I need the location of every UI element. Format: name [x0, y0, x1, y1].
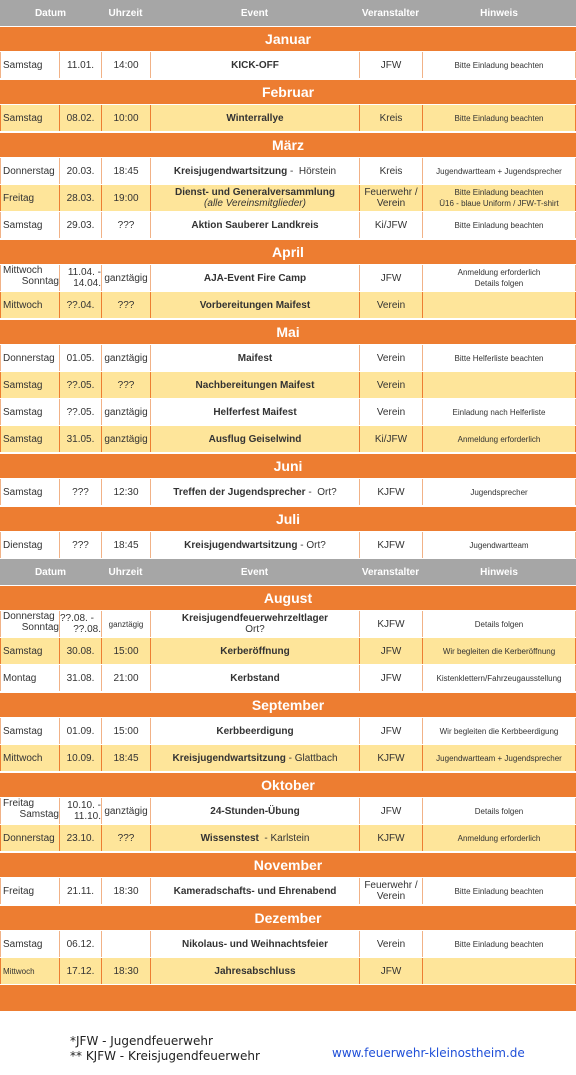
- row-organizer: [359, 185, 422, 211]
- row-event: KICK-OFF: [150, 52, 359, 78]
- month-juni: Juni: [0, 453, 576, 479]
- row-time: ???: [101, 212, 150, 238]
- event-title: Kreisjugendfeuerwehrzeltlager: [181, 613, 329, 624]
- row-organizer: Verein: [359, 931, 422, 957]
- row-event: [150, 158, 359, 184]
- event-location: - Glattbach: [285, 752, 338, 764]
- row-time: ganztägig: [101, 345, 150, 371]
- website-link[interactable]: www.feuerwehr-kleinostheim.de: [332, 1046, 525, 1060]
- header-uhrzeit: Uhrzeit: [108, 7, 143, 19]
- row-time: 18:45: [101, 158, 150, 184]
- row-event: Kerberöffnung: [150, 638, 359, 664]
- row-organizer: KJFW: [359, 479, 422, 505]
- row-day: Samstag: [0, 718, 59, 744]
- organizer-line2: Verein: [376, 198, 406, 209]
- row-event: Jahresabschluss: [150, 958, 359, 984]
- month-dezember: Dezember: [0, 905, 576, 931]
- row-note: Bitte Einladung beachten: [422, 52, 576, 78]
- row-organizer: Verein: [359, 345, 422, 371]
- row-day: Donnerstag: [0, 345, 59, 371]
- row-event: Ausflug Geiselwind: [150, 426, 359, 452]
- row-date: 30.08.: [59, 638, 101, 664]
- month-september: September: [0, 692, 576, 718]
- date-end: 14.04.: [73, 278, 101, 289]
- month-maerz: März: [0, 132, 576, 158]
- row-event: Nachbereitungen Maifest: [150, 372, 359, 398]
- row-event: [150, 185, 359, 211]
- row-date: ??.05.: [59, 399, 101, 425]
- table-row: [0, 718, 576, 745]
- table-row: [0, 105, 576, 132]
- date-start: 11.04. -: [67, 267, 101, 278]
- month-februar: Februar: [0, 79, 576, 105]
- date-end: ??.08.: [73, 624, 101, 635]
- table-header-repeat: [0, 559, 576, 585]
- organizer-line1: Feuerwehr /: [364, 187, 418, 198]
- row-time: [101, 931, 150, 957]
- row-day: Samstag: [0, 105, 59, 131]
- table-row: [0, 825, 576, 852]
- event-title: Wissenstest: [200, 832, 259, 844]
- row-note: Jugendwartteam: [422, 532, 576, 558]
- event-title: Dienst- und Generalversammlung: [174, 187, 336, 198]
- row-time: 21:00: [101, 665, 150, 691]
- row-organizer: Kreis: [359, 158, 422, 184]
- row-organizer: Verein: [359, 292, 422, 318]
- row-organizer: Verein: [359, 399, 422, 425]
- row-note: Bitte Helferliste beachten: [422, 345, 576, 371]
- row-note: Einladung nach Helferliste: [422, 399, 576, 425]
- row-time: ???: [101, 825, 150, 851]
- row-time: ganztägig: [101, 798, 150, 824]
- row-time: ???: [101, 292, 150, 318]
- row-day: [0, 798, 59, 824]
- table-row: [0, 158, 576, 185]
- date-end: 11.10.: [73, 811, 101, 822]
- month-oktober: Oktober: [0, 772, 576, 798]
- organizer-line2: Verein: [376, 891, 406, 902]
- table-row: [0, 479, 576, 506]
- table-row: [0, 931, 576, 958]
- row-note: Bitte Einladung beachten: [422, 931, 576, 957]
- month-juli: Juli: [0, 506, 576, 532]
- row-event: [150, 745, 359, 771]
- row-date: 29.03.: [59, 212, 101, 238]
- row-date: 10.09.: [59, 745, 101, 771]
- footnote-jfw: *JFW - Jugendfeuerwehr: [70, 1034, 213, 1048]
- row-day: Samstag: [0, 426, 59, 452]
- row-organizer: JFW: [359, 718, 422, 744]
- date-start: 10.10. -: [67, 800, 101, 811]
- date-start: ??.08. -: [60, 613, 94, 624]
- row-date: 23.10.: [59, 825, 101, 851]
- note-line1: Bitte Einladung beachten: [454, 188, 544, 197]
- header-datum: Datum: [34, 566, 67, 578]
- row-organizer: Ki/JFW: [359, 212, 422, 238]
- day-start: Mittwoch: [3, 265, 43, 276]
- row-date: 20.03.: [59, 158, 101, 184]
- footer: [0, 1030, 576, 1075]
- row-day: Mittwoch: [0, 292, 59, 318]
- row-organizer: JFW: [359, 265, 422, 291]
- row-time: ???: [101, 372, 150, 398]
- table-row: [0, 611, 576, 638]
- row-note: Anmeldung erforderlich: [422, 426, 576, 452]
- row-note: Bitte Einladung beachten: [422, 878, 576, 904]
- table-row: [0, 265, 576, 292]
- row-event: Aktion Sauberer Landkreis: [150, 212, 359, 238]
- footnote-kjfw: ** KJFW - Kreisjugendfeuerwehr: [70, 1049, 260, 1063]
- table-row: [0, 399, 576, 426]
- row-organizer: KJFW: [359, 611, 422, 637]
- event-title: Treffen der Jugendsprecher: [173, 486, 306, 498]
- header-hinweis: Hinweis: [480, 7, 518, 19]
- row-time: 18:30: [101, 878, 150, 904]
- row-date: [59, 265, 101, 291]
- row-time: 18:30: [101, 958, 150, 984]
- row-organizer: [359, 878, 422, 904]
- event-title: Kreisjugendwartsitzung: [184, 539, 298, 551]
- row-note: Details folgen: [422, 611, 576, 637]
- row-event: 24-Stunden-Übung: [150, 798, 359, 824]
- row-event: Helferfest Maifest: [150, 399, 359, 425]
- row-event: Maifest: [150, 345, 359, 371]
- row-organizer: JFW: [359, 638, 422, 664]
- month-april: April: [0, 239, 576, 265]
- row-organizer: JFW: [359, 798, 422, 824]
- row-day: Mittwoch: [0, 958, 59, 984]
- organizer-line1: Feuerwehr /: [364, 880, 418, 891]
- row-time: 18:45: [101, 532, 150, 558]
- row-event: Kerbstand: [150, 665, 359, 691]
- row-day: [0, 611, 59, 637]
- table-header: [0, 0, 576, 26]
- row-note: [422, 185, 576, 211]
- row-date: 01.05.: [59, 345, 101, 371]
- table-row: [0, 638, 576, 665]
- row-time: ganztägig: [101, 399, 150, 425]
- row-date: 31.05.: [59, 426, 101, 452]
- row-day: Samstag: [0, 399, 59, 425]
- row-note: Wir begleiten die Kerbbeerdigung: [422, 718, 576, 744]
- table-row: [0, 745, 576, 772]
- event-location: - Ort?: [305, 486, 337, 498]
- row-day: Samstag: [0, 52, 59, 78]
- row-day: Donnerstag: [0, 158, 59, 184]
- header-veranstalter: Veranstalter: [361, 566, 420, 578]
- day-end: Samstag: [19, 809, 59, 820]
- row-note: Details folgen: [422, 798, 576, 824]
- event-location: - Hörstein: [287, 165, 337, 177]
- table-row: [0, 292, 576, 319]
- day-start: Donnerstag: [3, 611, 55, 622]
- table-row: [0, 345, 576, 372]
- row-date: ???: [59, 532, 101, 558]
- row-organizer: JFW: [359, 958, 422, 984]
- row-date: 11.01.: [59, 52, 101, 78]
- header-event: Event: [240, 7, 269, 19]
- row-event: Winterrallye: [150, 105, 359, 131]
- row-day: Mittwoch: [0, 745, 59, 771]
- header-veranstalter: Veranstalter: [361, 7, 420, 19]
- row-organizer: KJFW: [359, 825, 422, 851]
- row-organizer: KJFW: [359, 745, 422, 771]
- row-time: 15:00: [101, 638, 150, 664]
- day-start: Freitag: [3, 798, 35, 809]
- row-date: ??.05.: [59, 372, 101, 398]
- day-end: Sonntag: [21, 622, 59, 633]
- row-event: Kameradschafts- und Ehrenabend: [150, 878, 359, 904]
- row-day: Samstag: [0, 638, 59, 664]
- row-event: [150, 479, 359, 505]
- table-row: [0, 185, 576, 212]
- row-event: AJA-Event Fire Camp: [150, 265, 359, 291]
- table-row: [0, 532, 576, 559]
- table-row: [0, 52, 576, 79]
- row-time: 12:30: [101, 479, 150, 505]
- row-time: ganztägig: [101, 265, 150, 291]
- row-organizer: Verein: [359, 372, 422, 398]
- note-line1: Anmeldung erforderlich: [457, 268, 541, 277]
- row-note: [422, 958, 576, 984]
- row-note: Kistenklettern/Fahrzeugausstellung: [422, 665, 576, 691]
- row-event: Nikolaus- und Weihnachtsfeier: [150, 931, 359, 957]
- row-date: 28.03.: [59, 185, 101, 211]
- event-title: Kreisjugendwartsitzung: [173, 165, 288, 177]
- note-line2: Ü16 - blaue Uniform / JFW-T-shirt: [439, 199, 559, 208]
- row-note: Jugendsprecher: [422, 479, 576, 505]
- row-date: 21.11.: [59, 878, 101, 904]
- header-datum: Datum: [34, 7, 67, 19]
- event-subtitle: (alle Vereinsmitglieder): [204, 198, 306, 209]
- row-note: [422, 292, 576, 318]
- row-day: Samstag: [0, 931, 59, 957]
- row-date: ??.04.: [59, 292, 101, 318]
- row-day: Dienstag: [0, 532, 59, 558]
- row-time: ganztägig: [101, 611, 150, 637]
- row-note: Bitte Einladung beachten: [422, 212, 576, 238]
- header-uhrzeit: Uhrzeit: [108, 566, 143, 578]
- note-line2: Details folgen: [474, 279, 524, 288]
- row-day: Samstag: [0, 372, 59, 398]
- row-note: [422, 372, 576, 398]
- table-row: [0, 798, 576, 825]
- day-end: Sonntag: [21, 276, 59, 287]
- row-note: Jugendwartteam + Jugendsprecher: [422, 745, 576, 771]
- row-date: 17.12.: [59, 958, 101, 984]
- row-day: Freitag: [0, 878, 59, 904]
- event-title: Kreisjugendwartsitzung: [172, 752, 286, 764]
- row-event: [150, 611, 359, 637]
- event-location: - Karlstein: [258, 832, 310, 844]
- table-row: [0, 958, 576, 985]
- row-time: 19:00: [101, 185, 150, 211]
- table-row: [0, 372, 576, 399]
- table-row: [0, 665, 576, 692]
- header-hinweis: Hinweis: [480, 566, 518, 578]
- row-event: [150, 825, 359, 851]
- header-event: Event: [240, 566, 269, 578]
- row-note: [422, 265, 576, 291]
- row-date: ???: [59, 479, 101, 505]
- month-august: August: [0, 585, 576, 611]
- row-time: 15:00: [101, 718, 150, 744]
- row-day: Donnerstag: [0, 825, 59, 851]
- row-date: 06.12.: [59, 931, 101, 957]
- row-date: 08.02.: [59, 105, 101, 131]
- event-location: - Ort?: [297, 539, 326, 551]
- row-date: [59, 611, 101, 637]
- row-organizer: Ki/JFW: [359, 426, 422, 452]
- table-row: [0, 212, 576, 239]
- month-januar: Januar: [0, 26, 576, 52]
- table-row: [0, 426, 576, 453]
- row-date: 31.08.: [59, 665, 101, 691]
- row-time: 14:00: [101, 52, 150, 78]
- row-event: [150, 532, 359, 558]
- row-note: Jugendwartteam + Jugendsprecher: [422, 158, 576, 184]
- row-day: Samstag: [0, 212, 59, 238]
- table-row: [0, 878, 576, 905]
- row-time: 10:00: [101, 105, 150, 131]
- row-organizer: JFW: [359, 52, 422, 78]
- row-event: Vorbereitungen Maifest: [150, 292, 359, 318]
- row-organizer: JFW: [359, 665, 422, 691]
- row-note: Wir begleiten die Kerberöffnung: [422, 638, 576, 664]
- month-mai: Mai: [0, 319, 576, 345]
- row-date: [59, 798, 101, 824]
- row-note: Bitte Einladung beachten: [422, 105, 576, 131]
- row-day: Freitag: [0, 185, 59, 211]
- row-date: 01.09.: [59, 718, 101, 744]
- row-organizer: KJFW: [359, 532, 422, 558]
- table-bottom-band: [0, 985, 576, 1011]
- row-time: ganztägig: [101, 426, 150, 452]
- row-time: 18:45: [101, 745, 150, 771]
- row-day: Samstag: [0, 479, 59, 505]
- row-event: Kerbbeerdigung: [150, 718, 359, 744]
- row-day: Montag: [0, 665, 59, 691]
- row-organizer: Kreis: [359, 105, 422, 131]
- month-november: November: [0, 852, 576, 878]
- row-day: [0, 265, 59, 291]
- row-note: Anmeldung erforderlich: [422, 825, 576, 851]
- event-subtitle: Ort?: [245, 624, 265, 635]
